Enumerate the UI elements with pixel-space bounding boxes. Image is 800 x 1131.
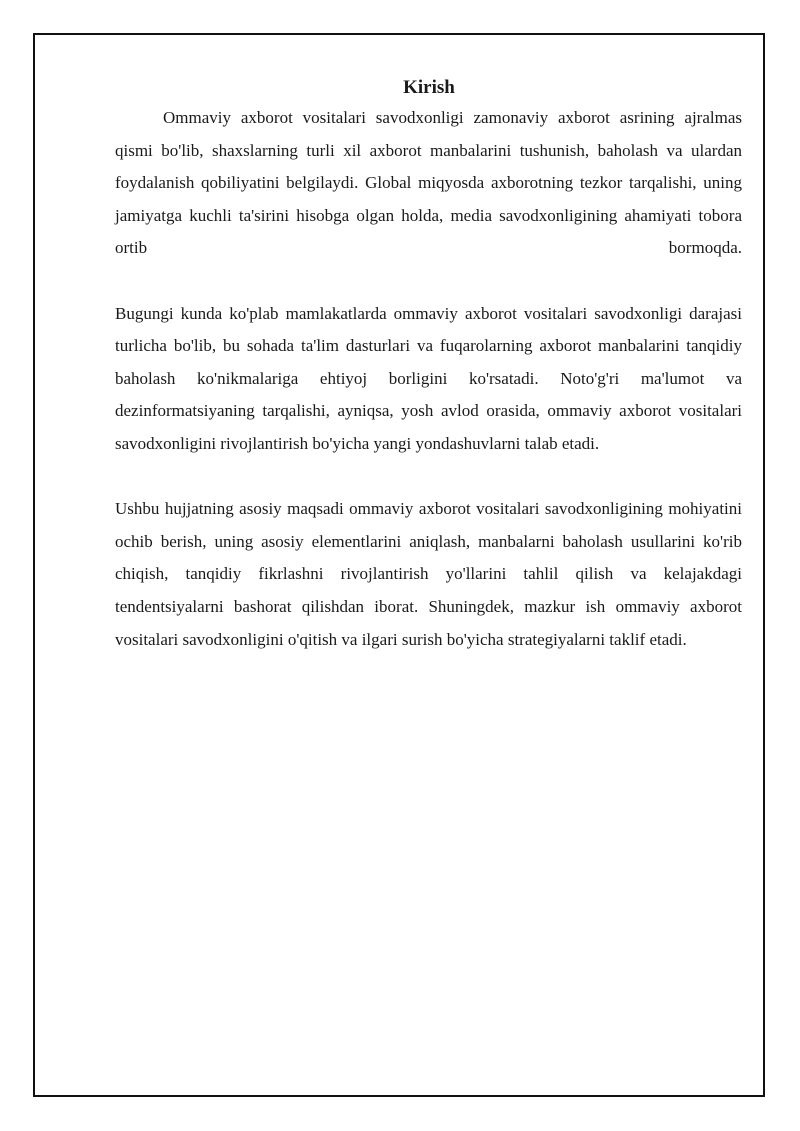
document-body: [115, 74, 742, 656]
paragraph-spacer: [115, 461, 742, 494]
paragraph-spacer: [115, 265, 742, 298]
paragraph-2: Bugungi kunda ko'plab mamlakatlarda ommaviy axborot vositalari savodxonligi darajasi turlicha bo'lib, bu sohada ta'lim dasturlari va fuqarolarning axborot manbalarini tanqidiy baholash ko'nikmalariga ehtiyoj borligini ko'rsatadi. Noto'g'ri ma'lumot va dezinformatsiyaning tarqalishi, ayniqsa, yosh avlod orasida, ommaviy axborot vositalari savodxonligini rivojlantirish bo'yicha yangi yondashuvlarni talab etadi.: [115, 303, 742, 453]
paragraph-3: Ushbu hujjatning asosiy maqsadi ommaviy axborot vositalari savodxonligining mohiyatini ochib berish, uning asosiy elementlarini aniqlash, manbalarni baholash usullarini ko'rib chiqish, tanqidiy fikrlashni rivojlantirish yo'llarini tahlil qilish va kelajakdagi tendentsiyalarni bashorat qilishdan iborat. Shuningdek, mazkur ish ommaviy axborot vositalari savodxonligini o'qitish va ilgari surish bo'yicha strategiyalarni taklif etadi.: [115, 499, 742, 649]
page-title: Kirish: [403, 77, 455, 98]
paragraph-1: Ommaviy axborot vositalari savodxonligi zamonaviy axborot asrining ajralmas qismi bo'lib, shaxslarning turli xil axborot manbalarini tushunish, baholash va ulardan foydalanish qobiliyatini belgilaydi. Global miqyosda axborotning tezkor tarqalishi, uning jamiyatga kuchli ta'sirini hisobga olgan holda, media savodxonligining ahamiyati tobora ortib bormoqda.: [115, 108, 742, 258]
